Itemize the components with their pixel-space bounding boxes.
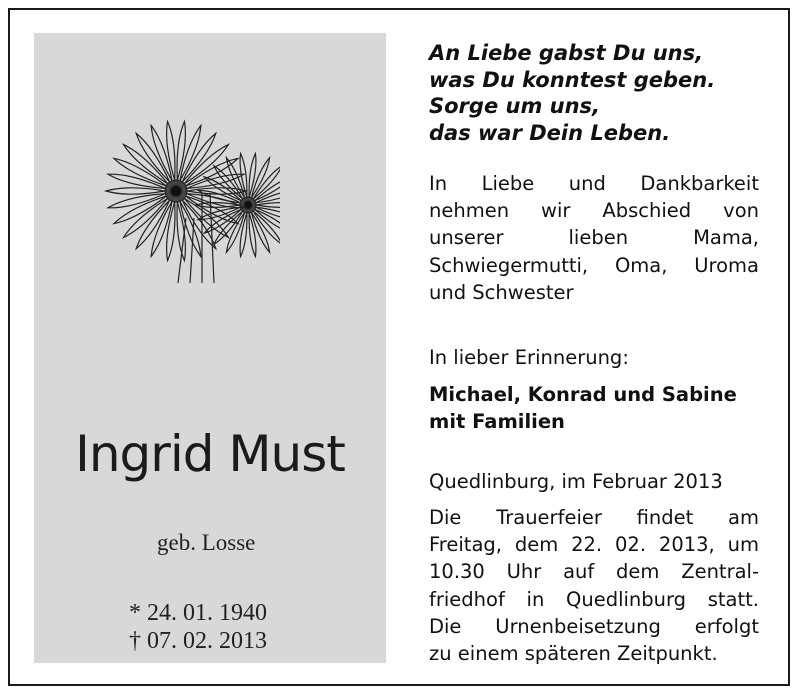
farewell-line: und Schwester: [429, 280, 574, 304]
funeral-line: friedhof in Quedlinburg statt.: [429, 587, 759, 611]
farewell-text: [429, 170, 759, 306]
signer-line: mit Familien: [429, 410, 565, 433]
funeral-line: Freitag, dem 22. 02. 2013, um: [429, 533, 759, 557]
obituary-frame: [8, 8, 790, 686]
farewell-line: nehmen wir Abschied von: [429, 199, 759, 223]
funeral-line: Die Trauerfeier findet am: [429, 506, 759, 529]
funeral-info: [429, 504, 759, 667]
birth-date: * 24. 01. 1940: [129, 600, 267, 626]
life-dates: [129, 599, 267, 655]
funeral-line: zu einem späteren Zeitpunkt.: [429, 642, 718, 666]
funeral-line: Die Urnenbeisetzung erfolgt: [429, 614, 759, 638]
farewell-line: In Liebe und Dankbarkeit: [429, 172, 759, 195]
left-panel: [34, 33, 386, 663]
remembrance-heading: In lieber Erinnerung:: [429, 346, 629, 369]
right-column: [429, 40, 759, 666]
birth-name: geb. Losse: [157, 530, 256, 555]
poem-line: was Du konntest geben.: [429, 67, 716, 92]
place-date: Quedlinburg, im Februar 2013: [429, 470, 723, 493]
signer-line: Michael, Konrad und Sabine: [429, 383, 737, 406]
funeral-line: 10.30 Uhr auf dem Zentral-: [429, 560, 759, 584]
death-date: † 07. 02. 2013: [129, 628, 267, 654]
deceased-name: Ingrid Must: [75, 425, 345, 483]
poem-line: An Liebe gabst Du uns,: [429, 41, 704, 65]
poem: [429, 40, 759, 146]
farewell-line: Schwiegermutti, Oma, Uroma: [429, 253, 759, 277]
daisy-flowers-icon: [90, 93, 280, 283]
farewell-line: unserer lieben Mama,: [429, 226, 759, 250]
signers: [429, 381, 759, 435]
poem-line: Sorge um uns,: [429, 94, 601, 119]
poem-line: das war Dein Leben.: [429, 120, 671, 145]
